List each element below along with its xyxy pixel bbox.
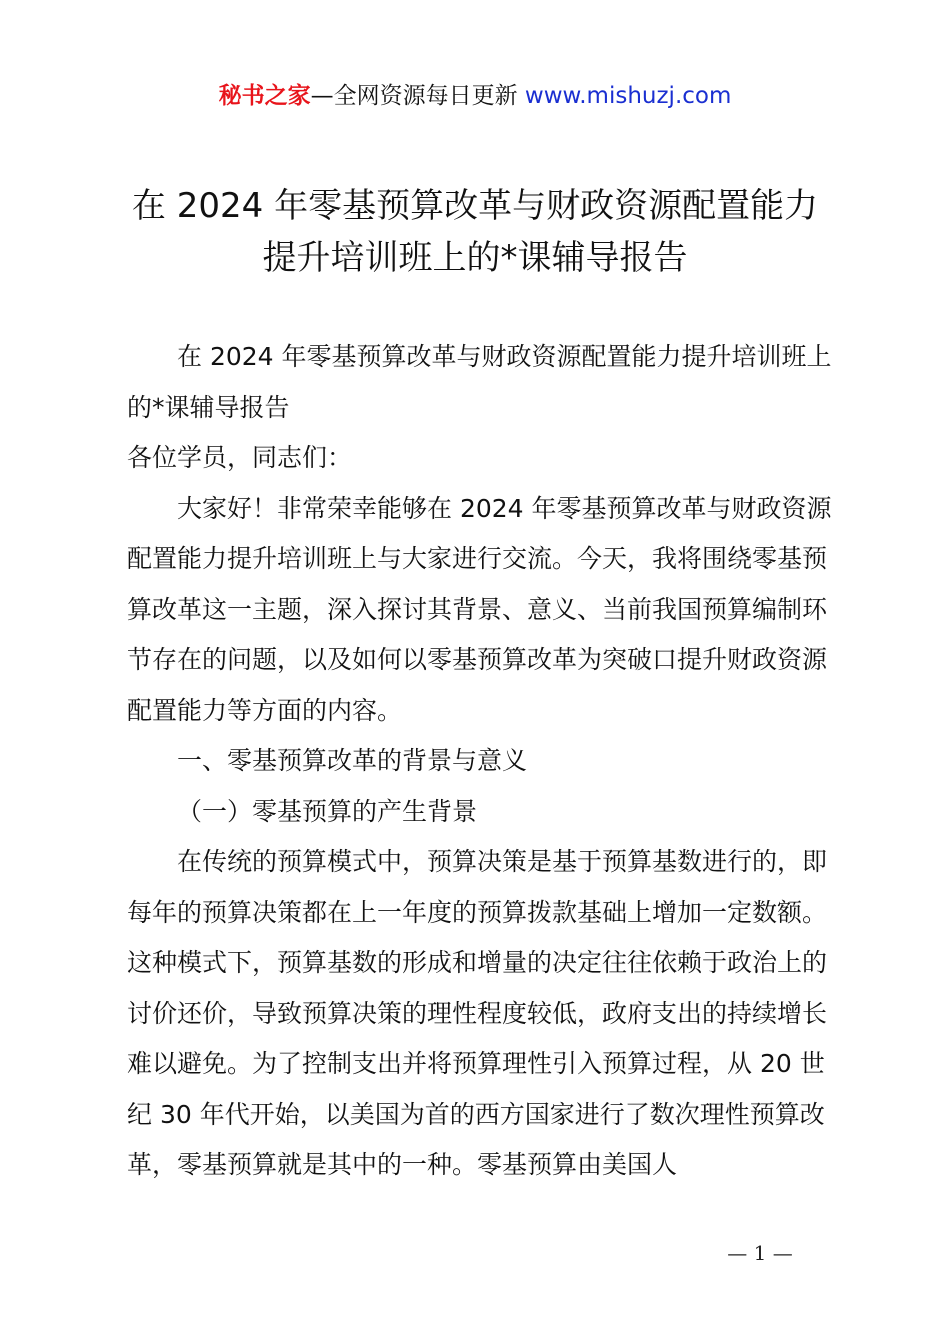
banner-separator: — xyxy=(310,83,334,109)
salutation: 各位学员，同志们： xyxy=(127,443,353,472)
document-title xyxy=(100,180,850,284)
banner-slogan: 全网资源每日更新 xyxy=(333,83,525,109)
title-line-2: 提升培训班上的*课辅导报告 xyxy=(262,238,688,278)
brand-name: 秘书之家 xyxy=(218,83,311,109)
site-url-link[interactable]: www.mishuzj.com xyxy=(524,83,732,109)
subtitle-paragraph: 在 2024 年零基预算改革与财政资源配置能力提升培训班上的*课辅导报告 xyxy=(127,342,832,422)
site-banner xyxy=(0,80,950,112)
document-body xyxy=(127,332,839,1191)
page-number: — 1 — xyxy=(727,1241,793,1265)
body-paragraph: 在传统的预算模式中，预算决策是基于预算基数进行的，即每年的预算决策都在上一年度的预算拨款基础上增加一定数额。这种模式下，预算基数的形成和增量的决定往往依赖于政治上的讨价还价，导致预算决策的理性程度较低，政府支出的持续增长难以避免。为了控制支出并将预算理性引入预算过程，从 20 世纪 30 年代开始，以美国为首的西方国家进行了数次理性预算改革，零基预算就是其中的一种。零基预算由美国人 xyxy=(127,847,828,1179)
title-line-1: 在 2024 年零基预算改革与财政资源配置能力 xyxy=(131,186,819,226)
subsection-heading-1: （一）零基预算的产生背景 xyxy=(177,796,478,826)
intro-paragraph: 大家好！非常荣幸能够在 2024 年零基预算改革与财政资源配置能力提升培训班上与大家进行交流。今天，我将围绕零基预算改革这一主题，深入探讨其背景、意义、当前我国预算编制环节存在的问题，以及如何以零基预算改革为突破口提升财政资源配置能力等方面的内容。 xyxy=(127,493,832,725)
section-heading-1: 一、零基预算改革的背景与意义 xyxy=(177,746,528,775)
